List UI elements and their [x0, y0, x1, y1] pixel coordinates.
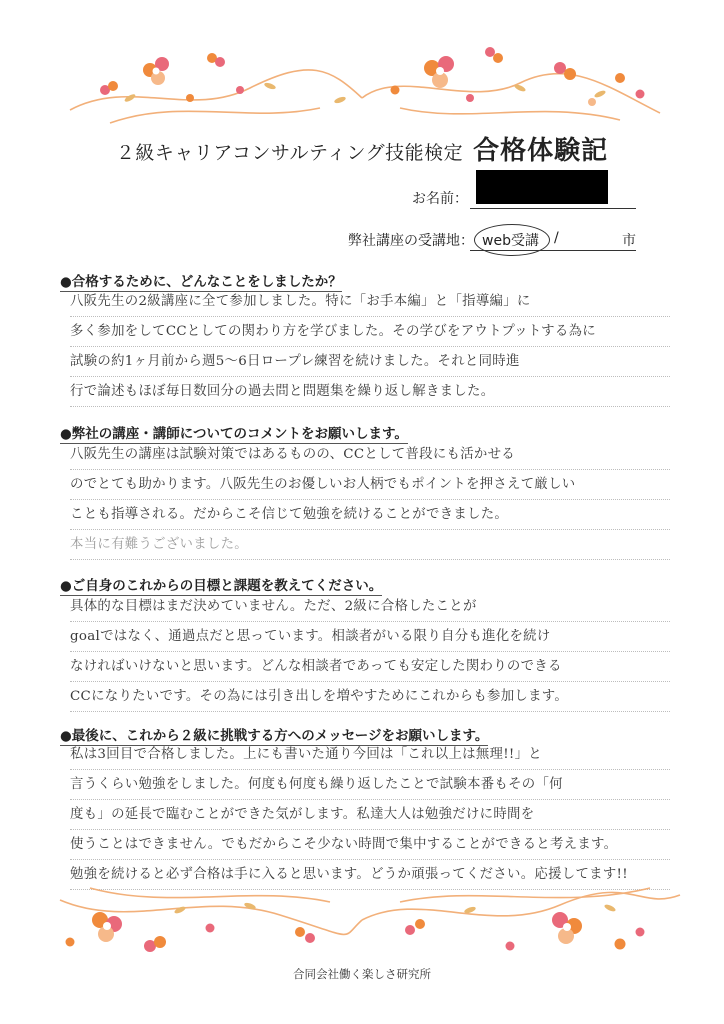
venue-separator: /	[554, 230, 559, 246]
answer-line: のでとても助かります。八阪先生のお優しいお人柄でもポイントを押さえて厳しい	[70, 470, 670, 500]
answer-line: 私は3回目で合格しました。上にも書いた通り今回は「これ以上は無理!!」と	[70, 740, 670, 770]
section-1-heading: ●合格するために、どんなことをしましたか？	[60, 270, 342, 292]
answer-line: 度も」の延長で臨むことができた気がします。私達大人は勉強だけに時間を	[70, 800, 670, 830]
answer-line: 具体的な目標はまだ決めていません。ただ、2級に合格したことが	[70, 592, 670, 622]
answer-line: 言うくらい勉強をしました。何度も何度も繰り返したことで試験本番もその「何	[70, 770, 670, 800]
answer-line: 試験の約1ヶ月前から週5～6日ロープレ練習を続けました。それと同時進	[70, 347, 670, 377]
section-4-answer	[70, 740, 670, 890]
flower-cluster-center	[391, 47, 504, 102]
title-sub: 合格体験記	[473, 136, 609, 166]
section-3-heading: ●ご自身のこれからの目標と課題を教えてください。	[60, 574, 382, 596]
answer-line: 八阪先生の2級講座に全て参加しました。特に「お手本編」と「指導編」に	[70, 287, 670, 317]
flower-cluster-bottom-right	[506, 912, 645, 951]
answer-line: なければいけないと思います。どんな相談者であっても安定した関わりのできる	[70, 652, 670, 682]
answer-line: 使うことはできません。でもだからこそ少ない時間で集中することができると考えます。	[70, 830, 670, 860]
title-main: ２級キャリアコンサルティング技能検定	[115, 142, 464, 164]
floral-bottom-decoration	[0, 880, 724, 970]
answer-line: 勉強を続けると必ず合格は手に入ると思います。どうか頑張ってください。応援してます!!	[70, 860, 670, 890]
section-2-answer	[70, 440, 670, 560]
redacted-name	[476, 170, 608, 204]
venue-label: 弊社講座の受講地：	[348, 233, 474, 249]
answer-line: 行で論述もほぼ毎日数回分の過去問と問題集を繰り返し解きました。	[70, 377, 670, 407]
flower-cluster-bottom-left	[66, 912, 215, 952]
flower-cluster-left	[100, 53, 244, 102]
answer-line: 多く参加をしてCCとしての関わり方を学びました。その学びをアウトプットする為に	[70, 317, 670, 347]
answer-line: ことも指導される。だからこそ信じて勉強を続けることができました。	[70, 500, 670, 530]
section-3-answer	[70, 592, 670, 712]
section-4-heading: ●最後に、これから２級に挑戦する方へのメッセージをお願いします。	[60, 724, 488, 746]
answer-line: 八阪先生の講座は試験対策ではあるものの、CCとして普段にも活かせる	[70, 440, 670, 470]
answer-line: goalではなく、通過点だと思っています。相談者がいる限り自分も進化を続け	[70, 622, 670, 652]
venue-value: web受講	[482, 233, 539, 249]
section-2-heading: ●弊社の講座・講師についてのコメントをお願いします。	[60, 422, 408, 444]
answer-line: CCになりたいです。その為には引き出しを増やすためにこれからも参加します。	[70, 682, 670, 712]
floral-top-decoration	[0, 28, 724, 128]
company-name: 合同会社働く楽しさ研究所	[293, 967, 431, 981]
city-suffix: 市	[622, 233, 636, 249]
answer-line: 本当に有難うございました。	[70, 530, 670, 560]
flower-cluster-right	[554, 62, 645, 106]
page-title	[0, 130, 724, 170]
section-1-answer	[70, 287, 670, 407]
name-label: お名前：	[412, 191, 468, 207]
